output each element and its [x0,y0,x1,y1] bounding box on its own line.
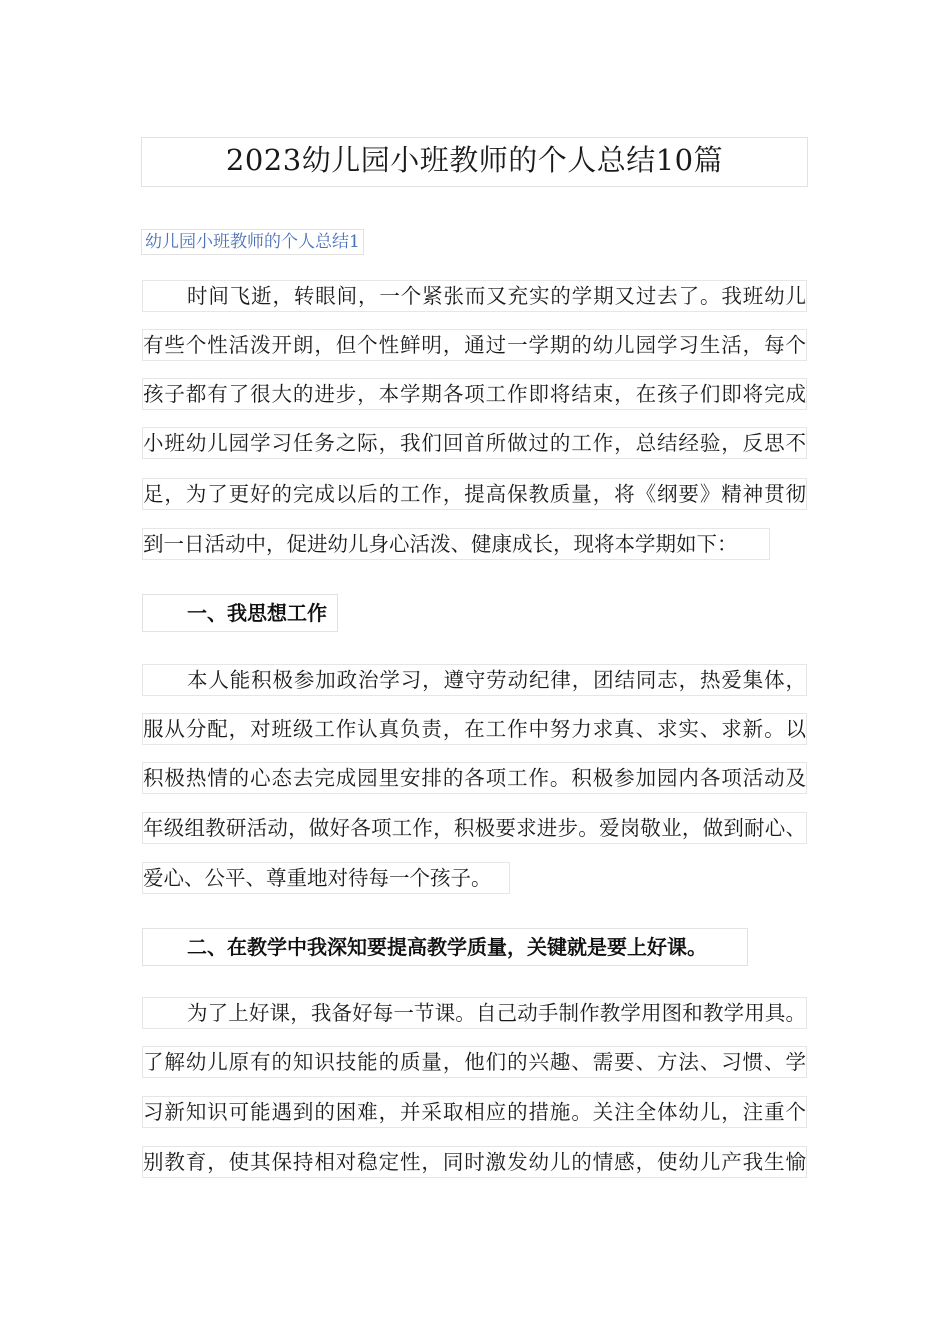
paragraph-line: 积极热情的心态去完成园里安排的各项工作。积极参加园内各项活动及 [142,762,807,794]
section-heading: 一、我思想工作 [142,594,338,632]
paragraph-line: 足，为了更好的完成以后的工作，提高保教质量，将《纲要》精神贯彻 [142,478,807,510]
paragraph-line: 为了上好课，我备好每一节课。自己动手制作教学用图和教学用具。 [142,997,807,1029]
paragraph-line: 爱心、公平、尊重地对待每一个孩子。 [142,862,510,894]
document-title: 2023幼儿园小班教师的个人总结10篇 [141,137,808,187]
paragraph-line: 服从分配，对班级工作认真负责，在工作中努力求真、求实、求新。以 [142,713,807,745]
paragraph-line: 时间飞逝，转眼间，一个紧张而又充实的学期又过去了。我班幼儿 [142,280,807,312]
paragraph-line: 孩子都有了很大的进步，本学期各项工作即将结束，在孩子们即将完成 [142,378,807,410]
paragraph-line: 别教育，使其保持相对稳定性，同时激发幼儿的情感，使幼儿产我生愉 [142,1146,807,1178]
paragraph-line: 年级组教研活动，做好各项工作，积极要求进步。爱岗敬业，做到耐心、 [142,812,807,844]
section-title: 幼儿园小班教师的个人总结1 [141,229,364,255]
paragraph-line: 本人能积极参加政治学习，遵守劳动纪律，团结同志，热爱集体， [142,664,807,696]
paragraph-line: 了解幼儿原有的知识技能的质量，他们的兴趣、需要、方法、习惯、学 [142,1046,807,1078]
paragraph-line: 到一日活动中，促进幼儿身心活泼、健康成长，现将本学期如下： [142,528,770,560]
section-heading: 二、在教学中我深知要提高教学质量，关键就是要上好课。 [142,928,748,966]
paragraph-line: 有些个性活泼开朗，但个性鲜明，通过一学期的幼儿园学习生活，每个 [142,329,807,361]
paragraph-line: 习新知识可能遇到的困难，并采取相应的措施。关注全体幼儿，注重个 [142,1096,807,1128]
paragraph-line: 小班幼儿园学习任务之际，我们回首所做过的工作，总结经验，反思不 [142,427,807,459]
